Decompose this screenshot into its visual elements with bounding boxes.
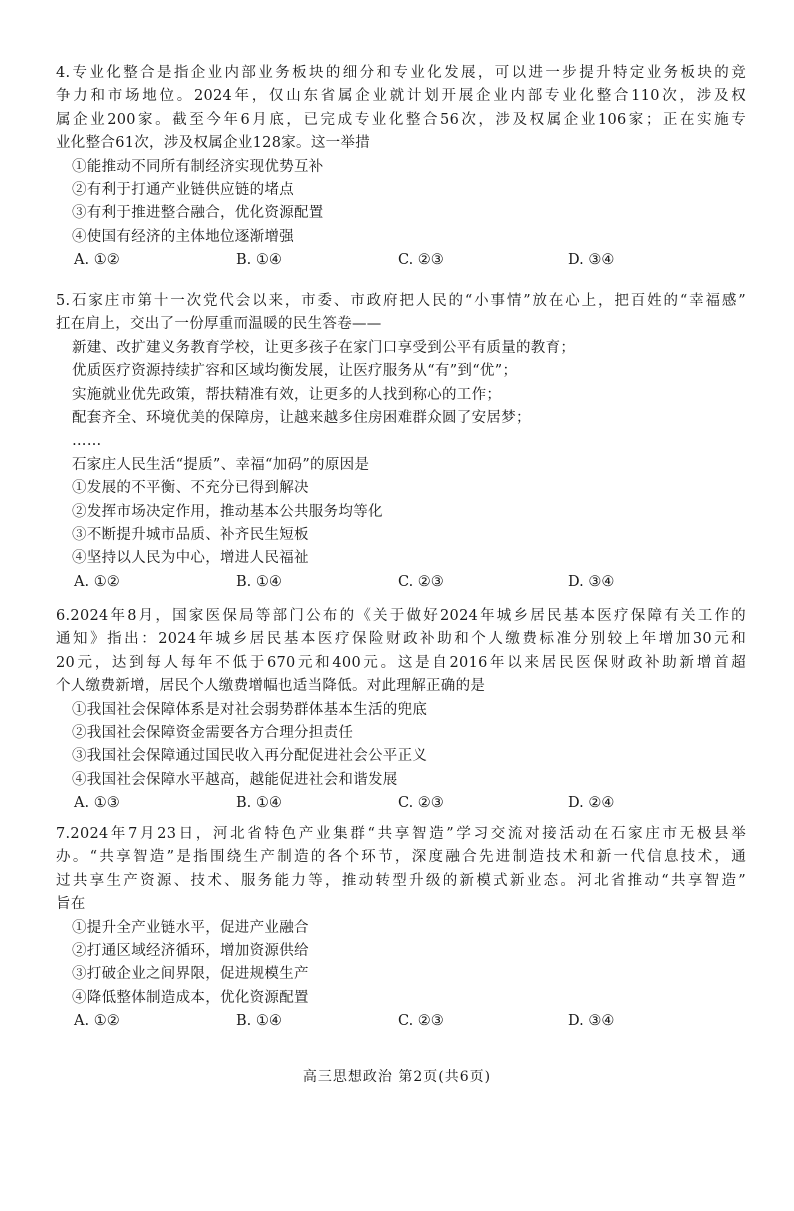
q7-option-1: ①提升全产业链水平，促进产业融合 <box>72 919 309 936</box>
q5-choice-c: C. ②③ <box>398 573 444 590</box>
q7-stem-line-1: 7.2024年7月23日，河北省特色产业集群“共享智造”学习交流对接活动在石家庄市无极县举 <box>56 826 746 842</box>
question-7 <box>56 823 746 1034</box>
q4-option-1: ①能推动不同所有制经济实现优势互补 <box>72 158 324 175</box>
q5-choices <box>56 571 746 594</box>
q5-option-2: ②发挥市场决定作用，推动基本公共服务均等化 <box>72 503 383 520</box>
q7-choices <box>56 1010 746 1033</box>
q7-option-3: ③打破企业之间界限，促进规模生产 <box>72 966 309 983</box>
q6-stem-line-1: 6.2024年8月，国家医保局等部门公布的《关于做好2024年城乡居民基本医疗保障有关工作的 <box>56 608 746 624</box>
q7-stem-line-2: 办。“共享智造”是指围绕生产制造的各个环节，深度融合先进制造技术和新一代信息技术，通 <box>56 849 746 866</box>
q7-option-4: ④降低整体制造成本，优化资源配置 <box>72 989 309 1006</box>
q6-choice-d: D. ②④ <box>568 795 615 812</box>
q6-choices <box>56 792 746 815</box>
page-footer: 高三思想政治 第2页(共6页) <box>302 1069 492 1085</box>
q5-choice-a: A. ①② <box>74 573 120 590</box>
q5-option-4: ④坚持以人民为中心，增进人民福祉 <box>72 550 309 567</box>
q6-option-4: ④我国社会保障水平越高，越能促进社会和谐发展 <box>72 771 398 788</box>
q6-choice-c: C. ②③ <box>398 795 444 812</box>
q7-stem-line-3: 过共享生产资源、技术、服务能力等，推动转型升级的新模式新业态。河北省推动“共享智造” <box>56 872 746 889</box>
q6-stem-line-3: 20元，达到每人每年不低于670元和400元。这是自2016年以来居民医保财政补助新增首超 <box>56 654 746 671</box>
question-4 <box>56 62 746 273</box>
q5-line-1: 新建、改扩建义务教育学校，让更多孩子在家门口享受到公平有质量的教育； <box>72 339 576 356</box>
q5-option-3: ③不断提升城市品质、补齐民生短板 <box>72 527 309 544</box>
question-5 <box>56 290 746 594</box>
q5-option-1: ①发展的不平衡、不充分已得到解决 <box>72 480 309 497</box>
q4-option-3: ③有利于推进整合融合，优化资源配置 <box>72 205 324 222</box>
q4-stem-line-2: 争力和市场地位。2024年，仅山东省属企业就计划开展企业内部专业化整合110次，涉及权 <box>56 88 746 105</box>
q4-choice-d: D. ③④ <box>568 252 615 269</box>
q7-stem-line-4: 旨在 <box>56 896 86 913</box>
q5-line-4: 配套齐全、环境优美的保障房，让越来越多住房困难群众圆了安居梦； <box>72 410 531 427</box>
q4-choices <box>56 249 746 272</box>
q7-choice-a: A. ①② <box>74 1013 120 1030</box>
q6-choice-a: A. ①③ <box>74 795 120 812</box>
q6-option-3: ③我国社会保障通过国民收入再分配促进社会公平正义 <box>72 748 428 765</box>
q4-option-4: ④使国有经济的主体地位逐渐增强 <box>72 228 294 245</box>
q4-stem-line-4: 业化整合61次，涉及权属企业128家。这一举措 <box>56 135 371 152</box>
q4-choice-b: B. ①④ <box>236 252 282 269</box>
q4-choice-a: A. ①② <box>74 252 120 269</box>
q5-prompt: 石家庄人民生活“提质”、幸福“加码”的原因是 <box>72 456 370 473</box>
q5-stem-line-1: 5.石家庄市第十一次党代会以来，市委、市政府把人民的“小事情”放在心上，把百姓的“幸福感” <box>56 293 746 309</box>
q6-option-1: ①我国社会保障体系是对社会弱势群体基本生活的兜底 <box>72 701 428 718</box>
q7-choice-d: D. ③④ <box>568 1013 615 1030</box>
q4-stem-line-1: 4.专业化整合是指企业内部业务板块的细分和专业化发展，可以进一步提升特定业务板块的竞 <box>56 65 746 81</box>
q7-choice-b: B. ①④ <box>236 1013 282 1030</box>
q4-stem-line-3: 属企业200家。截至今年6月底，已完成专业化整合56次，涉及权属企业106家；正在实施专 <box>56 111 746 128</box>
q5-choice-d: D. ③④ <box>568 573 615 590</box>
q5-ellipsis: …… <box>72 433 102 450</box>
q4-choice-c: C. ②③ <box>398 252 444 269</box>
q6-choice-b: B. ①④ <box>236 795 282 812</box>
q5-choice-b: B. ①④ <box>236 573 282 590</box>
q7-option-2: ②打通区域经济循环，增加资源供给 <box>72 943 309 960</box>
q6-stem-line-4: 个人缴费新增，居民个人缴费增幅也适当降低。对此理解正确的是 <box>56 678 486 695</box>
q6-stem-line-2: 通知》指出：2024年城乡居民基本医疗保险财政补助和个人缴费标准分别较上年增加30元和 <box>56 631 746 648</box>
q5-line-3: 实施就业优先政策，帮扶精准有效，让更多的人找到称心的工作； <box>72 386 502 403</box>
q6-option-2: ②我国社会保障资金需要各方合理分担责任 <box>72 725 354 742</box>
question-6 <box>56 605 746 816</box>
q5-line-2: 优质医疗资源持续扩容和区域均衡发展，让医疗服务从“有”到“优”； <box>72 363 518 380</box>
q7-choice-c: C. ②③ <box>398 1013 444 1030</box>
q5-stem-line-2: 扛在肩上，交出了一份厚重而温暖的民生答卷—— <box>56 316 382 333</box>
q4-option-2: ②有利于打通产业链供应链的堵点 <box>72 182 294 199</box>
